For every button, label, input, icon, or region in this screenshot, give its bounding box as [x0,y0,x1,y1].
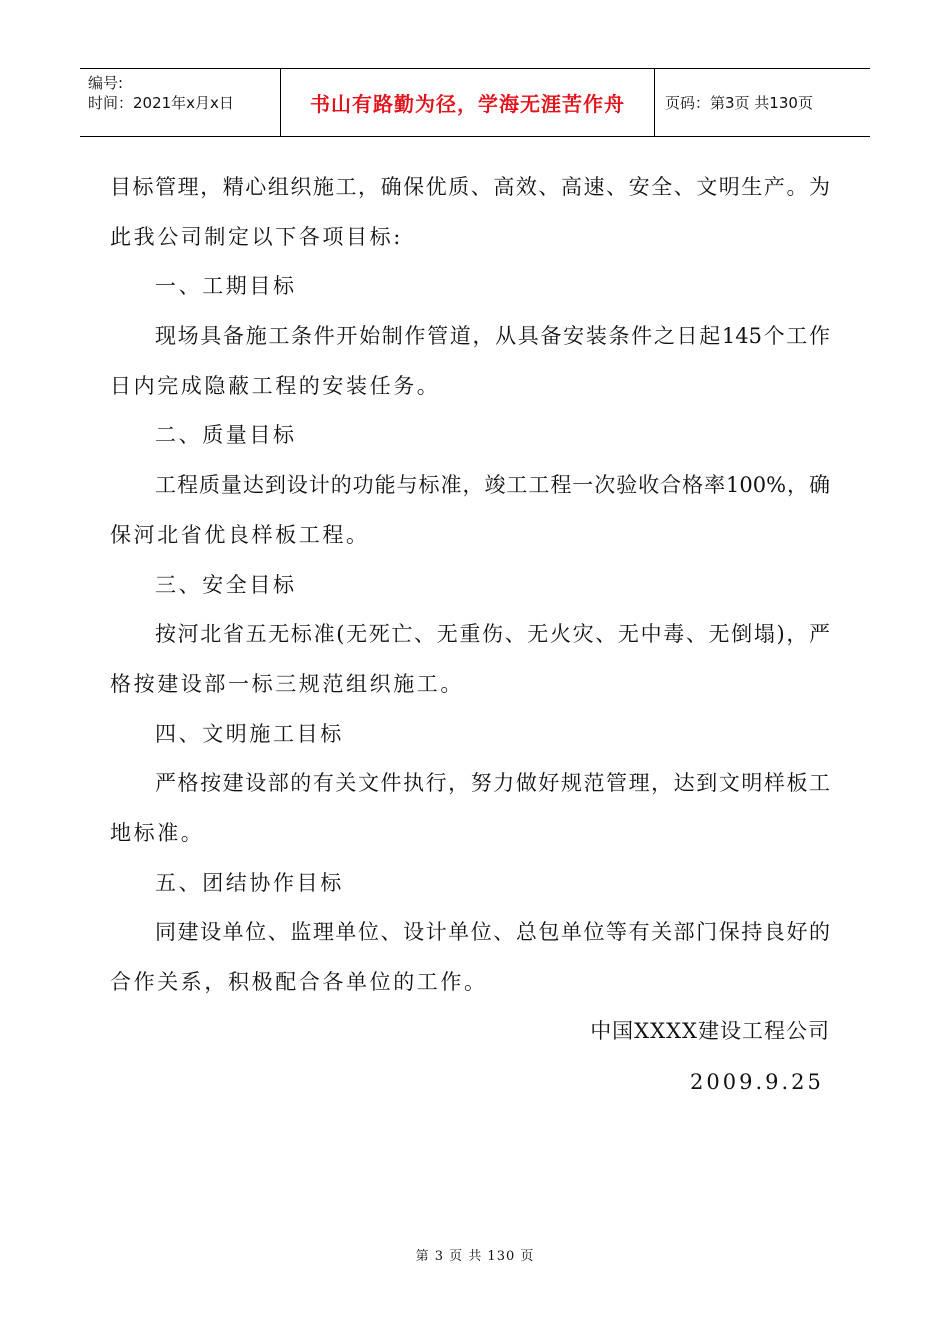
text-line: 严格按建设部的有关文件执行，努力做好规范管理，达到文明样板工 [155,771,830,795]
section-heading: 二、质量目标 [155,423,297,447]
section-heading: 五、团结协作目标 [155,871,344,895]
text-line: 工程质量达到设计的功能与标准，竣工工程一次验收合格率100%，确 [155,473,830,497]
text-line: 日内完成隐蔽工程的安装任务。 [110,374,441,398]
text-line: 目标管理，精心组织施工，确保优质、高效、高速、安全、文明生产。为 [110,175,830,199]
text-line: 地标准。 [110,821,205,845]
company-signature: 中国XXXX建设工程公司 [590,1019,830,1043]
text-line: 格按建设部一标三规范组织施工。 [110,672,464,696]
section-heading: 四、文明施工目标 [155,722,344,746]
header-meta [80,69,281,136]
text-line: 按河北省五无标准(无死亡、无重伤、无火灾、无中毒、无倒塌)，严 [155,622,830,646]
page-header [80,68,870,137]
section-heading: 一、工期目标 [155,274,297,298]
header-page-cell [655,69,870,136]
text-line: 保河北省优良样板工程。 [110,523,370,547]
text-line: 同建设单位、监理单位、设计单位、总包单位等有关部门保持良好的 [155,920,830,944]
page-label: 页码：第3页 共130页 [665,94,813,112]
text-line: 现场具备施工条件开始制作管道，从具备安装条件之日起145个工作 [155,324,830,348]
text-line: 此我公司制定以下各项目标: [110,225,403,249]
signature-date: 2009.9.25 [690,1070,824,1094]
time-label: 时间：2021年x月x日 [88,94,234,112]
number-label: 编号: [88,74,124,92]
page-footer: 第 3 页 共 130 页 [415,1249,535,1264]
motto: 书山有路勤为径，学海无涯苦作舟 [310,92,625,116]
text-line: 合作关系，积极配合各单位的工作。 [110,970,488,994]
header-motto-cell [281,69,655,136]
section-heading: 三、安全目标 [155,573,297,597]
